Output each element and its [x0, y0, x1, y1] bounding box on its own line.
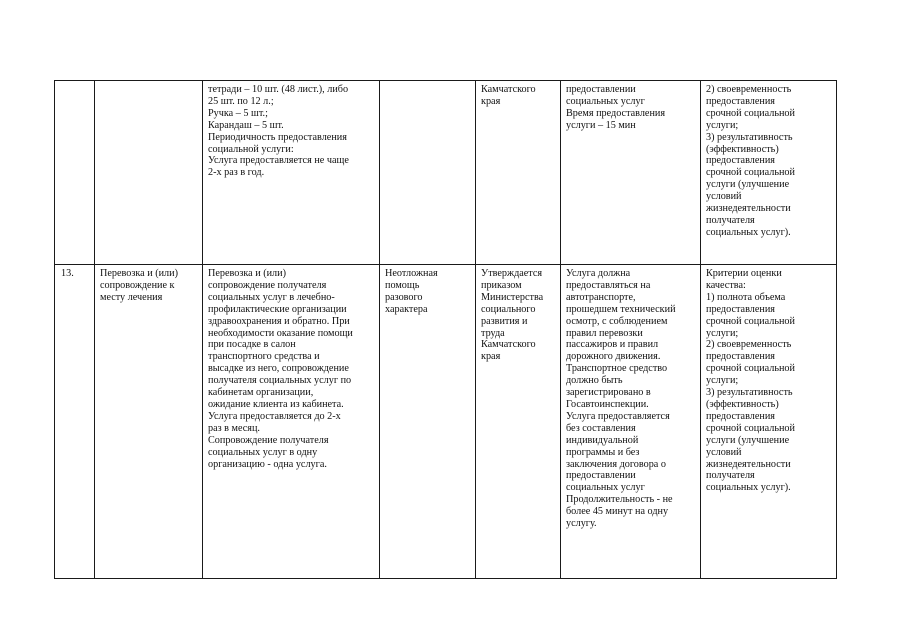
text-line: Утверждается	[481, 268, 543, 279]
text-line: приказом	[481, 279, 522, 291]
cell-service-type	[380, 265, 476, 579]
text-line: срочной социальной	[706, 167, 795, 179]
text-line: без составления	[566, 422, 636, 434]
text-line: предоставления	[706, 410, 775, 422]
row-number: 13.	[61, 268, 74, 279]
cell-quality-criteria	[701, 265, 837, 579]
text-line: пассажиров и правил	[566, 339, 659, 351]
text-line: зарегистрировано в	[566, 387, 651, 399]
cell-description-prev	[203, 81, 380, 265]
text-line: осмотр, с соблюдением	[566, 315, 668, 327]
text-line: услугу.	[566, 518, 597, 530]
text-line: 1) полнота объема	[706, 291, 786, 303]
text-line: условий	[706, 191, 742, 203]
cell-conditions-prev	[561, 81, 701, 265]
text-line: разового	[385, 291, 423, 303]
cell-number	[55, 265, 95, 579]
text-line: (эффективность)	[706, 143, 779, 155]
text-line: предоставлении	[566, 84, 636, 95]
text-line: 3) результативность	[706, 131, 793, 143]
text-line: условий	[706, 446, 742, 458]
text-line: срочной социальной	[706, 315, 795, 327]
text-line: предоставления	[706, 155, 775, 167]
text-line: автотранспорте,	[566, 291, 636, 303]
text-line: помощь	[385, 279, 420, 291]
text-line: месту лечения	[100, 291, 163, 303]
text-line: услуги;	[706, 375, 739, 387]
text-line: Сопровождение получателя	[208, 434, 329, 446]
text-line: Транспортное средство	[566, 363, 668, 375]
text-line: Услуга должна	[566, 268, 631, 279]
text-line: 2) своевременность	[706, 84, 792, 95]
text-line: социальных услуг).	[706, 482, 791, 494]
text-line: качества:	[706, 279, 746, 291]
text-line: услуги (улучшение	[706, 179, 790, 191]
text-line: получателя социальных услуг по	[208, 375, 352, 387]
text-line: необходимости оказание помощи	[208, 327, 353, 339]
text-line: жизнедеятельности	[706, 458, 791, 470]
text-line: Ручка – 5 шт.;	[208, 107, 268, 119]
text-line: социальных услуг в лечебно-	[208, 291, 335, 303]
text-line: Неотложная	[385, 268, 438, 279]
text-line: жизнедеятельности	[706, 203, 791, 215]
text-line: 25 шт. по 12 л.;	[208, 95, 274, 107]
text-line: 2) своевременность	[706, 339, 792, 351]
text-line: Камчатского	[481, 339, 536, 351]
text-line: получателя	[706, 214, 755, 226]
cell-tariff-prev	[476, 81, 561, 265]
text-line: срочной социальной	[706, 363, 795, 375]
text-line: правил перевозки	[566, 327, 643, 339]
text-line: социальных услуг	[566, 482, 645, 494]
cell-service-tariff	[476, 265, 561, 579]
text-line: при посадке в салон	[208, 339, 296, 351]
text-line: услуги – 15 мин	[566, 119, 636, 131]
text-line: сопровождение к	[100, 279, 175, 291]
text-line: характера	[385, 303, 428, 315]
cell-service-name	[95, 265, 203, 579]
text-line: 2-х раз в год.	[208, 167, 265, 179]
text-line: социального	[481, 303, 536, 315]
text-line: программы и без	[566, 446, 640, 458]
text-line: труда	[481, 327, 505, 339]
text-line: кабинетам организации,	[208, 387, 314, 399]
text-line: Перевозка и (или)	[100, 268, 178, 279]
services-table	[54, 80, 837, 579]
text-line: социальных услуг	[566, 95, 645, 107]
text-line: раз в месяц.	[208, 422, 260, 434]
text-line: должно быть	[566, 375, 623, 387]
text-line: Госавтоинспекции.	[566, 398, 649, 410]
cell-service-conditions	[561, 265, 701, 579]
table-row	[55, 81, 837, 265]
text-line: Услуга предоставляется	[566, 410, 670, 422]
text-line: срочной социальной	[706, 422, 795, 434]
text-line: более 45 минут на одну	[566, 506, 669, 518]
text-line: сопровождение получателя	[208, 279, 327, 291]
text-line: услуги;	[706, 327, 739, 339]
text-line: прошедшем технический	[566, 303, 676, 315]
text-line: организацию - одна услуга.	[208, 458, 327, 470]
cell-name-prev	[95, 81, 203, 265]
text-line: Периодичность предоставления	[208, 131, 347, 143]
text-line: социальной услуги:	[208, 143, 294, 155]
text-line: социальных услуг в одну	[208, 446, 318, 458]
text-line: тетради – 10 шт. (48 лист.), либо	[208, 84, 349, 95]
text-line: предоставления	[706, 95, 775, 107]
text-line: ожидание клиента из кабинета.	[208, 398, 344, 410]
text-line: Камчатского	[481, 84, 536, 95]
text-line: дорожного движения.	[566, 351, 661, 363]
table-row	[55, 265, 837, 579]
text-line: 3) результативность	[706, 387, 793, 399]
text-line: индивидуальной	[566, 434, 639, 446]
text-line: Продолжительность - не	[566, 494, 673, 506]
text-line: срочной социальной	[706, 107, 795, 119]
text-line: социальных услуг).	[706, 226, 791, 238]
text-line: услуги;	[706, 119, 739, 131]
text-line: Время предоставления	[566, 107, 666, 119]
text-line: услуги (улучшение	[706, 434, 790, 446]
text-line: Министерства	[481, 291, 544, 303]
text-line: предоставления	[706, 303, 775, 315]
text-line: развития и	[481, 315, 528, 327]
text-line: Перевозка и (или)	[208, 268, 286, 279]
text-line: Услуга предоставляется не чаще	[208, 155, 349, 167]
text-line: края	[481, 351, 501, 363]
cell-number-prev	[55, 81, 95, 265]
text-line: предоставления	[706, 351, 775, 363]
text-line: транспортного средства и	[208, 351, 320, 363]
cell-service-description	[203, 265, 380, 579]
text-line: здравоохранения и обратно. При	[208, 315, 350, 327]
text-line: предоставляться на	[566, 279, 651, 291]
text-line: Услуга предоставляется до 2-х	[208, 410, 341, 422]
text-line: предоставлении	[566, 470, 636, 482]
text-line: Карандаш – 5 шт.	[208, 119, 284, 131]
cell-criteria-prev	[701, 81, 837, 265]
text-line: профилактические организации	[208, 303, 347, 315]
text-line: (эффективность)	[706, 398, 779, 410]
text-line: края	[481, 95, 501, 107]
cell-type-prev	[380, 81, 476, 265]
text-line: получателя	[706, 470, 755, 482]
text-line: Критерии оценки	[706, 268, 782, 279]
text-line: заключения договора о	[566, 458, 666, 470]
text-line: высадке из него, сопровождение	[208, 363, 349, 375]
